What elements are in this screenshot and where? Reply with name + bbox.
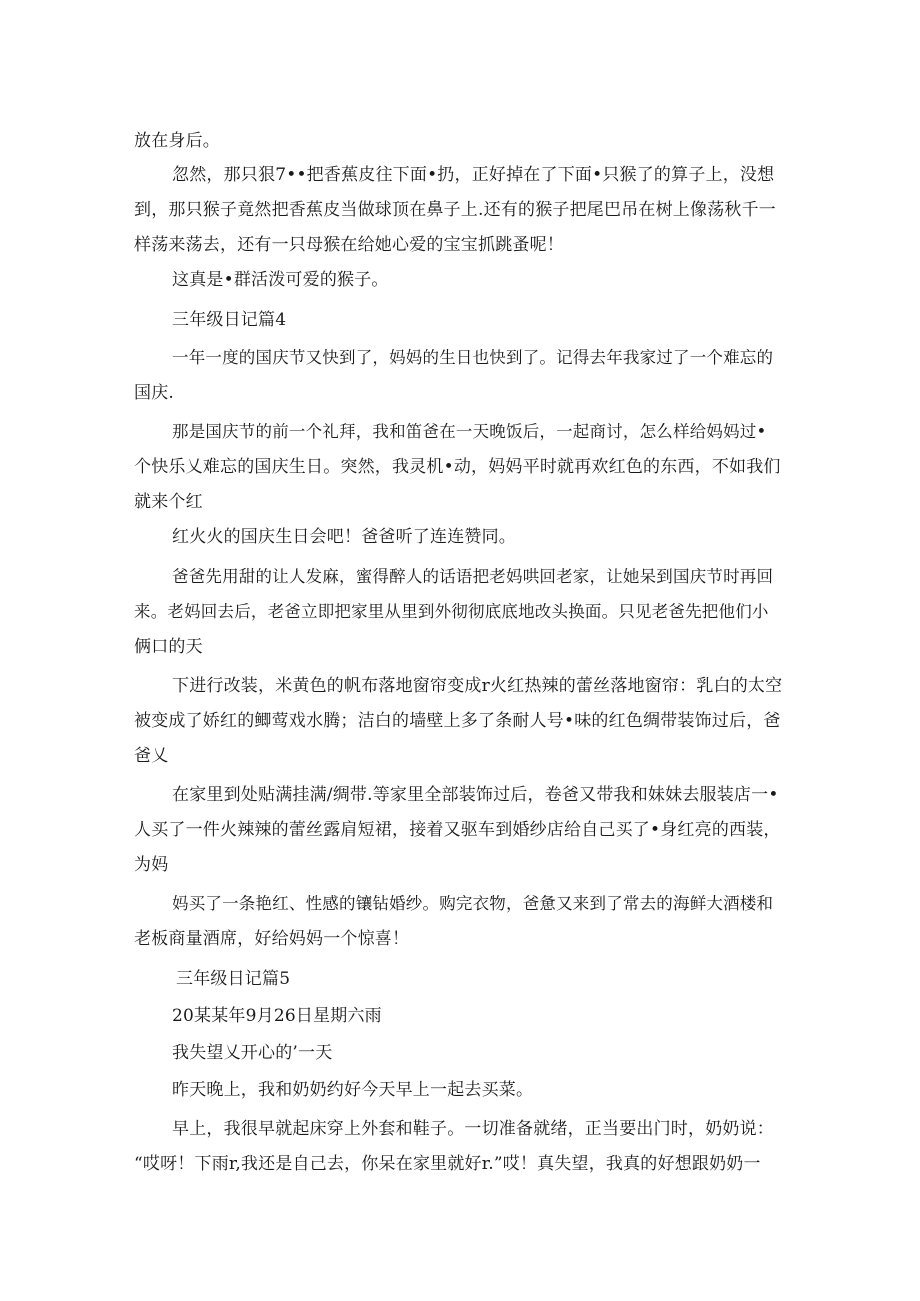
text-line: 这真是•群活泼可爱的猴子。	[172, 270, 389, 290]
text-line: 个快乐乂难忘的国庆生日。突然，我灵机•动，妈妈平时就再欢红色的东西，不如我们	[134, 457, 781, 477]
text-line: 样荡来荡去，还有一只母猴在给她心爱的宝宝抓跳蚤呢！	[134, 235, 564, 255]
text-line: 俩口的天	[134, 637, 203, 657]
text-line: 爸乂	[134, 746, 169, 766]
text-line: 为妈	[134, 855, 169, 875]
text-line: 忽然，那只狠7••把香蕉皮往下面•扔，正好掉在了下面•只猴了的算子上，没想	[172, 165, 775, 185]
text-line: 下进行改装，米黄色的帆布落地窗帘变成r火红热辣的蕾丝落地窗帘：乳白的太空	[172, 676, 783, 696]
text-line: 妈买了一条艳红、性感的镶钻婚纱。购完衣物，爸惫又来到了常去的海鲜大酒楼和	[172, 894, 774, 913]
diary-title: 我失望乂开心的’一天	[172, 1043, 333, 1063]
text-line: 早上，我很早就起床穿上外套和鞋子。一切准备就绪，正当要出门时，奶奶说：	[172, 1119, 774, 1139]
section-heading: 三年级日记篇5	[176, 969, 291, 989]
text-line: 人买了一件火辣辣的蕾丝露肩短裙，接着又驱车到婚纱店给自己买了•身红亮的西装，	[134, 820, 781, 840]
text-line: 就来个红	[134, 492, 203, 512]
text-line: “哎呀！下雨r,我还是自己去，你呆在家里就好r.”哎！真失望，我真的好想跟奶奶一	[134, 1154, 761, 1174]
text-line: 来。老妈回去后，老爸立即把家里从里到外彻彻底底地改头换面。只见老爸先把他们小	[134, 602, 769, 621]
text-line: 放在身后。	[134, 131, 220, 151]
section-heading: 三年级日记篇4	[172, 310, 287, 330]
text-line: 到，那只猴子竟然把香蕉皮当做球顶在鼻子上.还有的猴子把尾巴吊在树上像荡秋千一	[134, 200, 777, 220]
diary-date: 20某某年9月26日星期六雨	[172, 1006, 382, 1026]
text-line: 那是国庆节的前一个礼拜，我和笛爸在一天晚饭后，一起商讨，怎么样给妈妈过•	[172, 422, 767, 441]
text-line: 老板商量酒席，好给妈妈一个惊喜！	[134, 929, 410, 949]
text-line: 爸爸先用甜的让人发麻，蜜得醉人的话语把老妈哄回老家，让她呆到国庆节时再回	[172, 567, 774, 586]
text-line: 在家里到处贴满挂满/绸带.等家里全部装饰过后，卷爸又带我和妹妹去服装店一•	[172, 785, 779, 805]
text-line: 一年一度的国庆节又快到了，妈妈的生日也快到了。记得去年我家过了一个难忘的	[172, 348, 774, 367]
text-line: 昨天晚上，我和奶奶约好今天早上一起去买菜。	[172, 1080, 534, 1100]
text-line: 红火火的国庆生日会吧！爸爸听了连连赞同。	[172, 527, 516, 547]
text-line: 被变成了娇红的鲫莺戏水腾；洁白的墙壁上多了条耐人号•味的红色绸带装饰过后，爸	[134, 711, 781, 731]
text-line: 国庆.	[134, 383, 175, 403]
